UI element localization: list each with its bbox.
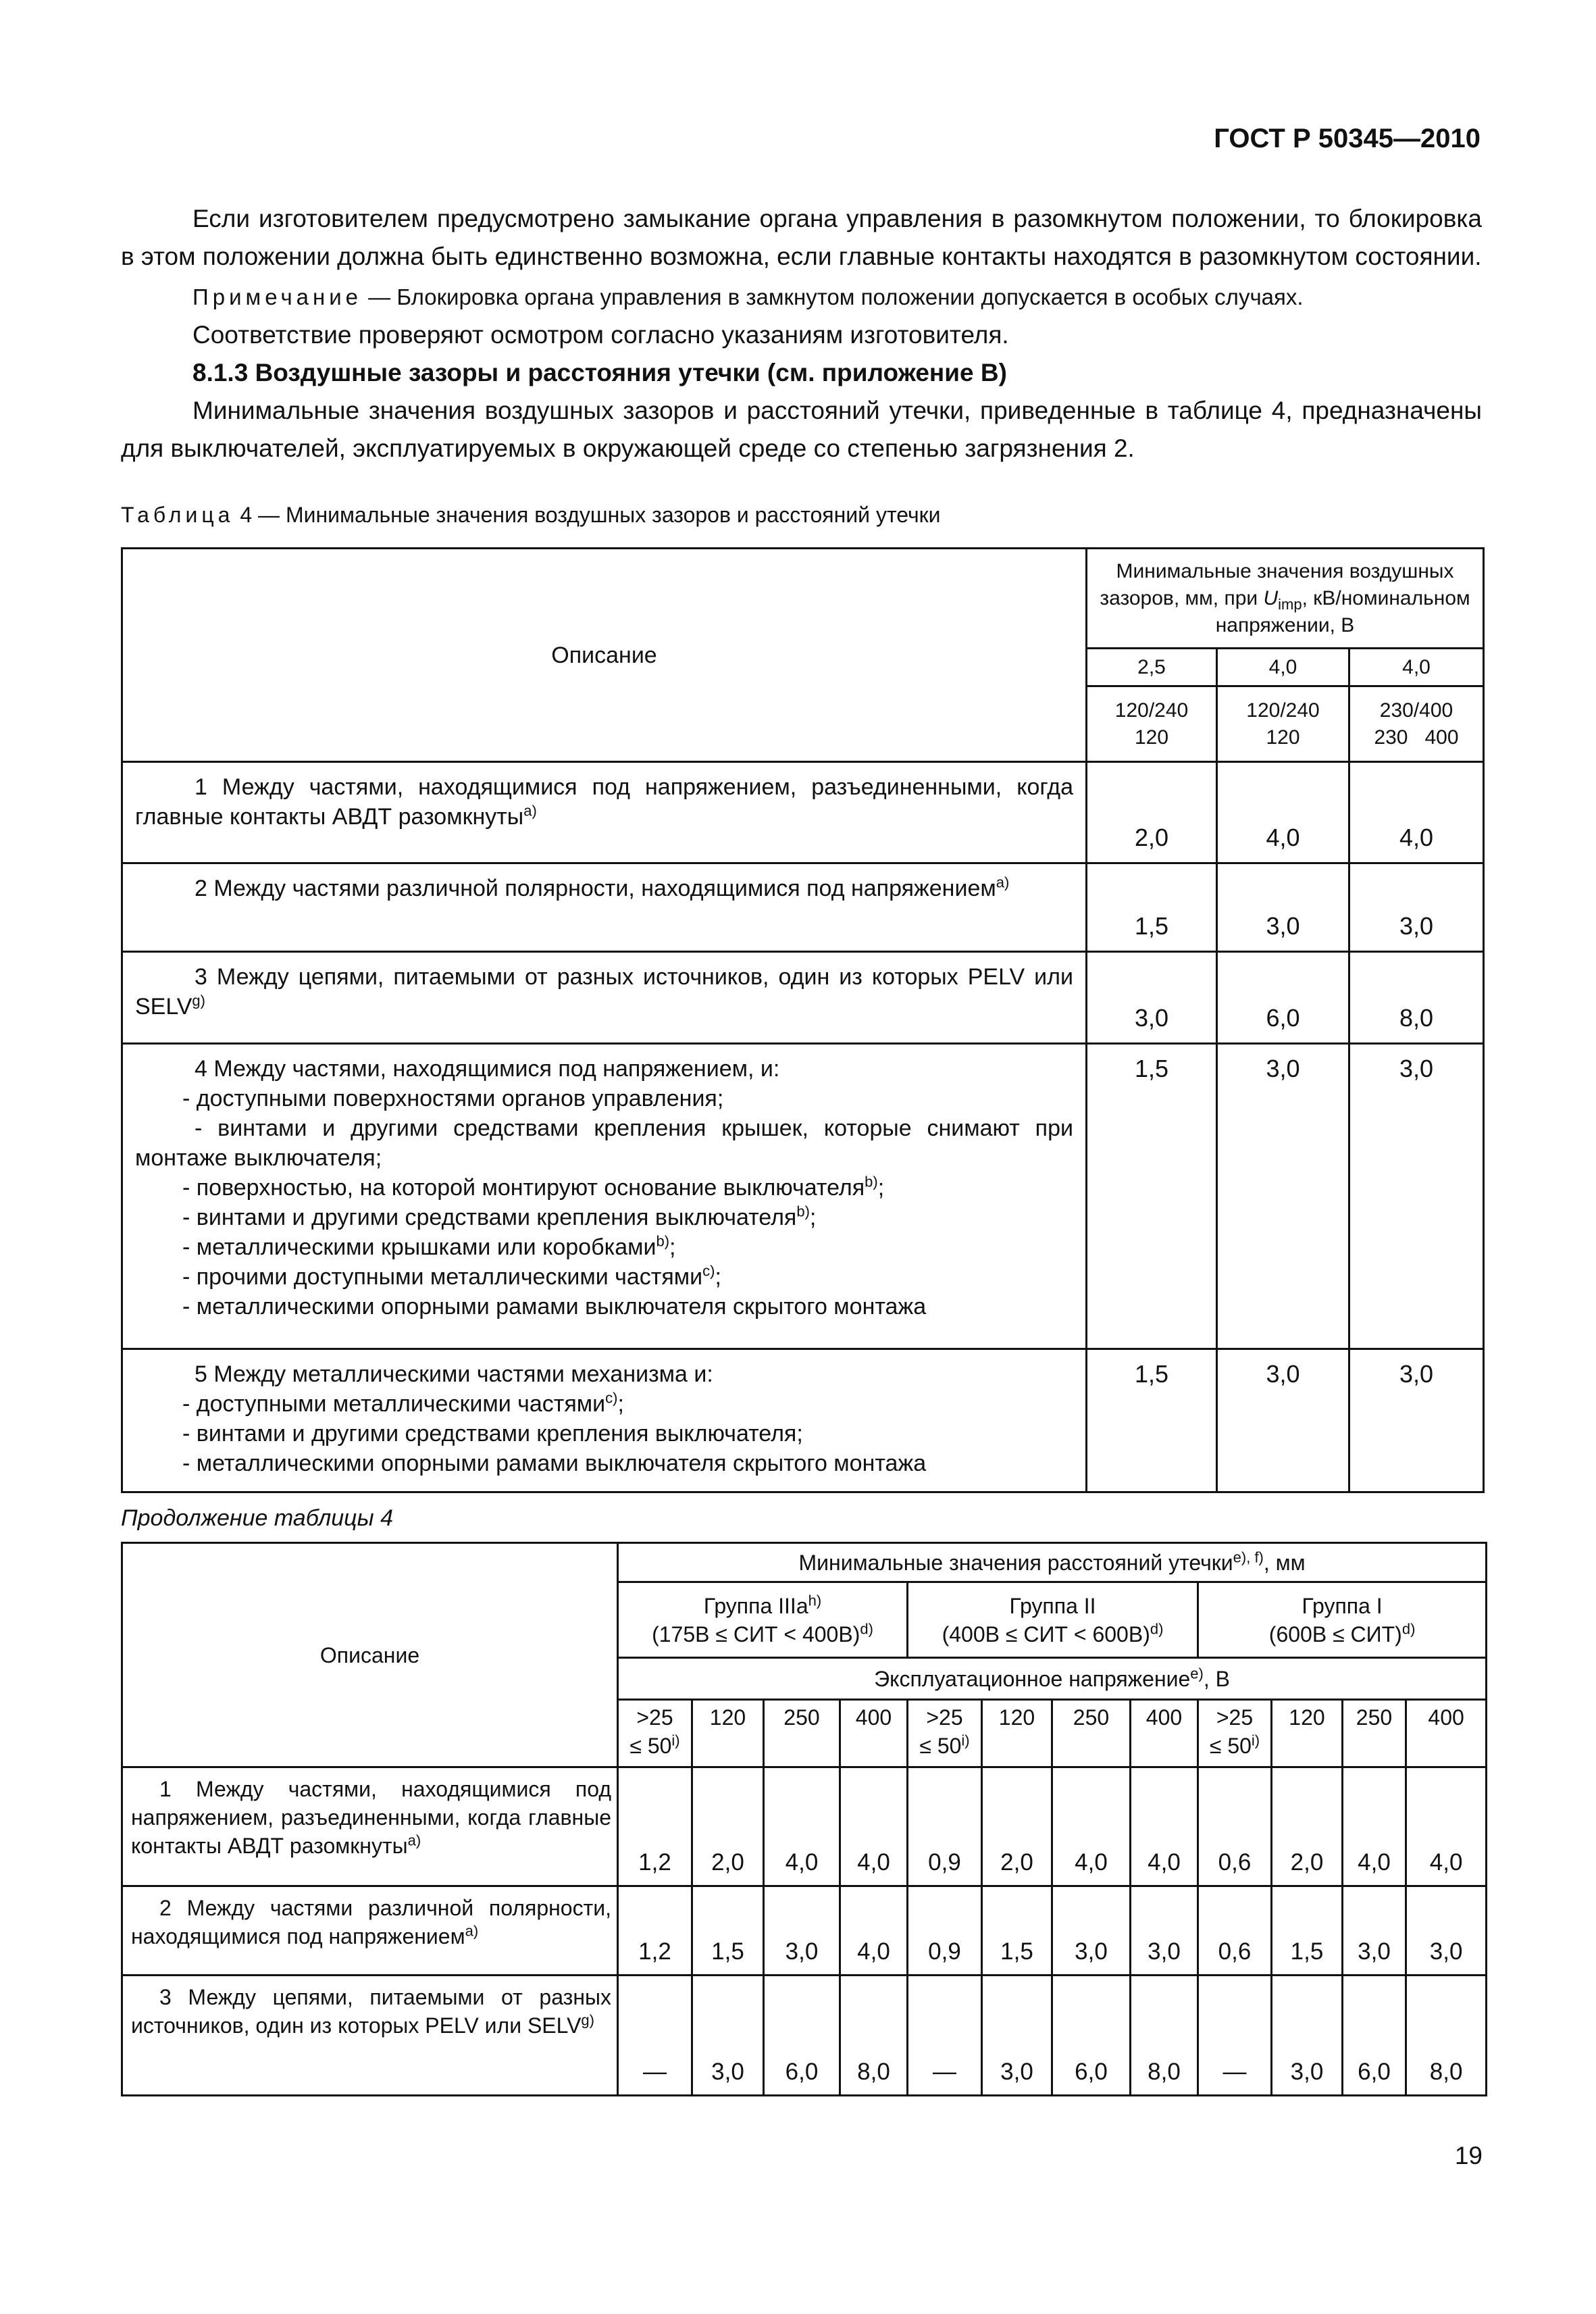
row-description: 3 Между цепями, питаемыми от разных источников, один из которых PELV или SELV$^{g)}$: [122, 952, 1087, 1044]
value-cell: 3,0: [1349, 1044, 1484, 1349]
table1-desc-header: Описание: [122, 549, 1087, 762]
voltage-bottom: 230 400: [1374, 726, 1459, 749]
voltage-cell: [1217, 686, 1349, 762]
voltage-cell: >25 ≤ $50^{i)}$: [908, 1700, 982, 1767]
value-cell: 2,0: [1272, 1767, 1343, 1886]
value-cell: 1,5: [1087, 1349, 1217, 1492]
value-cell: 8,0: [1349, 952, 1484, 1044]
voltage-cell: 120: [692, 1700, 764, 1767]
list-item: - металлическими крышками или коробками$^{b)}$;: [182, 1232, 676, 1260]
row-description: 1 Между частями, находящимися под напряжением, разъединенными, когда главные контакты АВДТ разомкнуты$^{a)}$: [122, 1767, 618, 1886]
row-description: 3 Между цепями, питаемыми от разных источников, один из которых PELV или SELV$^{g)}$: [122, 1976, 618, 2096]
value-cell: 0,6: [1198, 1886, 1272, 1976]
value-cell: 3,0: [1349, 1349, 1484, 1492]
table-continuation-label: Продолжение таблицы 4: [121, 1505, 393, 1531]
value-cell: 4,0: [840, 1886, 908, 1976]
value-cell: —: [908, 1976, 982, 2096]
value-cell: 0,9: [908, 1886, 982, 1976]
value-cell: 4,0: [840, 1767, 908, 1886]
value-cell: 4,0: [1406, 1767, 1487, 1886]
paragraph-interlock: Если изготовителем предусмотрено замыкание органа управления в разомкнутом положении, то блокировка в этом положении должна быть единственно возможна, если главные контакты находятся в разомкнутом состоянии.: [121, 205, 1482, 270]
note: [121, 278, 1482, 316]
value-cell: 1,5: [982, 1886, 1052, 1976]
table1-main-header: [1087, 549, 1484, 649]
value-cell: 3,0: [1217, 863, 1349, 952]
list-item: - винтами и другими средствами крепления выключателя;: [182, 1421, 803, 1447]
paragraph-table-intro: Минимальные значения воздушных зазоров и расстояний утечки, приведенные в таблице 4, предназначены для выключателей, эксплуатируемых в окружающей среде со степенью загрязнения 2.: [121, 397, 1482, 462]
table1-main-header-a: Минимальные значения воздушных зазоров, мм, при: [1100, 559, 1454, 609]
note-text: — Блокировка органа управления в замкнутом положении допускается в особых случаях.: [362, 284, 1304, 309]
voltage-cell: 120: [982, 1700, 1052, 1767]
list-item: - доступными металлическими частями$^{c)}$;: [182, 1389, 624, 1417]
body-text: [121, 200, 1482, 468]
voltage-cell: 250: [764, 1700, 840, 1767]
value-cell: 6,0: [1343, 1976, 1406, 2096]
kv-cell: 4,0: [1349, 649, 1484, 686]
value-cell: 3,0: [764, 1886, 840, 1976]
voltage-cell: 250: [1052, 1700, 1131, 1767]
value-cell: 4,0: [1217, 762, 1349, 863]
list-item: - прочими доступными металлическими частями$^{c)}$;: [182, 1262, 721, 1290]
row-description: 5 Между металлическими частями механизма и: - доступными металлическими частями$^{c)}$; - винтами и другими средствами крепления выключателя; - металлическими опорными рамами выключателя скрытого монтажа: [122, 1349, 1087, 1492]
value-cell: 1,2: [618, 1886, 692, 1976]
value-cell: 3,0: [1087, 952, 1217, 1044]
paragraph-compliance: Соответствие проверяют осмотром согласно указаниям изготовителя.: [192, 321, 1009, 349]
table-row: [122, 1886, 1487, 1976]
value-cell: 4,0: [764, 1767, 840, 1886]
table2-main-header: Минимальные значения расстояний утечки$^{e), f)}$, мм: [618, 1543, 1487, 1582]
table-row: [122, 863, 1484, 952]
page-number: 19: [1454, 2142, 1483, 2169]
value-cell: 4,0: [1052, 1767, 1131, 1886]
uimp-symbol: U: [1263, 586, 1279, 609]
table1-main-header-b: , кВ/номинальном напряжении, В: [1215, 586, 1470, 636]
group-header: Группа I (600В ≤ СИТ)$^{d)}$: [1198, 1582, 1487, 1658]
clearance-table: [121, 547, 1485, 1493]
document-header: ГОСТ Р 50345—2010: [1214, 124, 1481, 153]
value-cell: 0,6: [1198, 1767, 1272, 1886]
table-row: [122, 1767, 1487, 1886]
value-cell: 6,0: [764, 1976, 840, 2096]
value-cell: 1,5: [1087, 1044, 1217, 1349]
list-item: - металлическими опорными рамами выключателя скрытого монтажа: [182, 1294, 927, 1319]
voltage-cell: 250: [1343, 1700, 1406, 1767]
row-description: 2 Между частями различной полярности, находящимися под напряжением$^{a)}$: [122, 863, 1087, 952]
voltage-cell: [1087, 686, 1217, 762]
group-header: Группа II (400В ≤ СИТ < 600В)$^{d)}$: [908, 1582, 1198, 1658]
table-row: [122, 762, 1484, 863]
voltage-bottom: 120: [1134, 726, 1169, 749]
value-cell: 1,2: [618, 1767, 692, 1886]
uimp-subscript: imp: [1278, 595, 1302, 613]
value-cell: 3,0: [1217, 1044, 1349, 1349]
list-item: - винтами и другими средствами крепления крышек, которые снимают при монтаже выключателя;: [135, 1115, 1073, 1171]
table-caption-text: 4 — Минимальные значения воздушных зазоров и расстояний утечки: [234, 503, 941, 527]
kv-cell: 4,0: [1217, 649, 1349, 686]
voltage-cell: 400: [1406, 1700, 1487, 1767]
voltage-cell: [1349, 686, 1484, 762]
table-row: [122, 1044, 1484, 1349]
section-heading: 8.1.3 Воздушные зазоры и расстояния утечки (см. приложение В): [192, 359, 1007, 386]
value-cell: 3,0: [1349, 863, 1484, 952]
value-cell: 3,0: [982, 1976, 1052, 2096]
value-cell: 3,0: [692, 1976, 764, 2096]
table-caption: [121, 503, 941, 528]
value-cell: 2,0: [1087, 762, 1217, 863]
voltage-cell: >25 ≤ $50^{i)}$: [1198, 1700, 1272, 1767]
voltage-cell: 400: [840, 1700, 908, 1767]
value-cell: 3,0: [1406, 1886, 1487, 1976]
list-item: - винтами и другими средствами крепления выключателя$^{b)}$;: [182, 1203, 817, 1230]
kv-cell: 2,5: [1087, 649, 1217, 686]
value-cell: 4,0: [1343, 1767, 1406, 1886]
list-item: - металлическими опорными рамами выключателя скрытого монтажа: [182, 1451, 927, 1476]
list-item: - поверхностью, на которой монтируют основание выключателя$^{b)}$;: [182, 1173, 885, 1201]
value-cell: 8,0: [1131, 1976, 1198, 2096]
voltage-top: 230/400: [1379, 699, 1453, 722]
value-cell: 6,0: [1217, 952, 1349, 1044]
row-description: 1 Между частями, находящимися под напряжением, разъединенными, когда главные контакты АВДТ разомкнуты$^{a)}$: [122, 762, 1087, 863]
value-cell: 6,0: [1052, 1976, 1131, 2096]
voltage-top: 120/240: [1246, 699, 1320, 722]
value-cell: 1,5: [1087, 863, 1217, 952]
value-cell: 2,0: [982, 1767, 1052, 1886]
voltage-bottom: 120: [1266, 726, 1300, 749]
table-row: [122, 1976, 1487, 2096]
value-cell: 2,0: [692, 1767, 764, 1886]
value-cell: 0,9: [908, 1767, 982, 1886]
creepage-table: [121, 1542, 1487, 2096]
table-row: [122, 952, 1484, 1044]
value-cell: 3,0: [1217, 1349, 1349, 1492]
row-description: 2 Между частями различной полярности, находящимися под напряжением$^{a)}$: [122, 1886, 618, 1976]
voltage-cell: 120: [1272, 1700, 1343, 1767]
value-cell: —: [1198, 1976, 1272, 2096]
value-cell: 3,0: [1343, 1886, 1406, 1976]
group-header: Группа IIIa$^{h)}$ (175В ≤ СИТ < 400В)$^{d)}$: [618, 1582, 908, 1658]
voltage-cell: >25 ≤ $50^{i)}$: [618, 1700, 692, 1767]
value-cell: 4,0: [1131, 1767, 1198, 1886]
value-cell: 3,0: [1272, 1976, 1343, 2096]
table2-desc-header: Описание: [122, 1543, 618, 1767]
note-label: Примечание: [192, 284, 363, 309]
value-cell: 8,0: [840, 1976, 908, 2096]
value-cell: 1,5: [692, 1886, 764, 1976]
value-cell: 1,5: [1272, 1886, 1343, 1976]
value-cell: 4,0: [1349, 762, 1484, 863]
voltage-top: 120/240: [1114, 699, 1189, 722]
value-cell: 3,0: [1052, 1886, 1131, 1976]
table-row: [122, 1349, 1484, 1492]
value-cell: 8,0: [1406, 1976, 1487, 2096]
row-description: 4 Между частями, находящимися под напряжением, и: - доступными поверхностями органов управления; - винтами и другими средствами крепления крышек, которые снимают при монтаже выключателя; - поверхностью, на которой монтируют основание выключателя$^{b)}$; - винтами и другими средствами крепления выключателя$^{b)}$; - металлическими крышками или коробками$^{b)}$; - прочими доступными металлическими частями$^{c)}$; - металлическими опорными рамами выключателя скрытого монтажа: [122, 1044, 1087, 1349]
value-cell: —: [618, 1976, 692, 2096]
voltage-cell: 400: [1131, 1700, 1198, 1767]
operating-voltage-header: Эксплуатационное напряжение$^{e)}$, В: [618, 1658, 1487, 1700]
list-item: - доступными поверхностями органов управления;: [182, 1086, 724, 1111]
value-cell: 3,0: [1131, 1886, 1198, 1976]
table-caption-label: Таблица: [121, 503, 234, 527]
